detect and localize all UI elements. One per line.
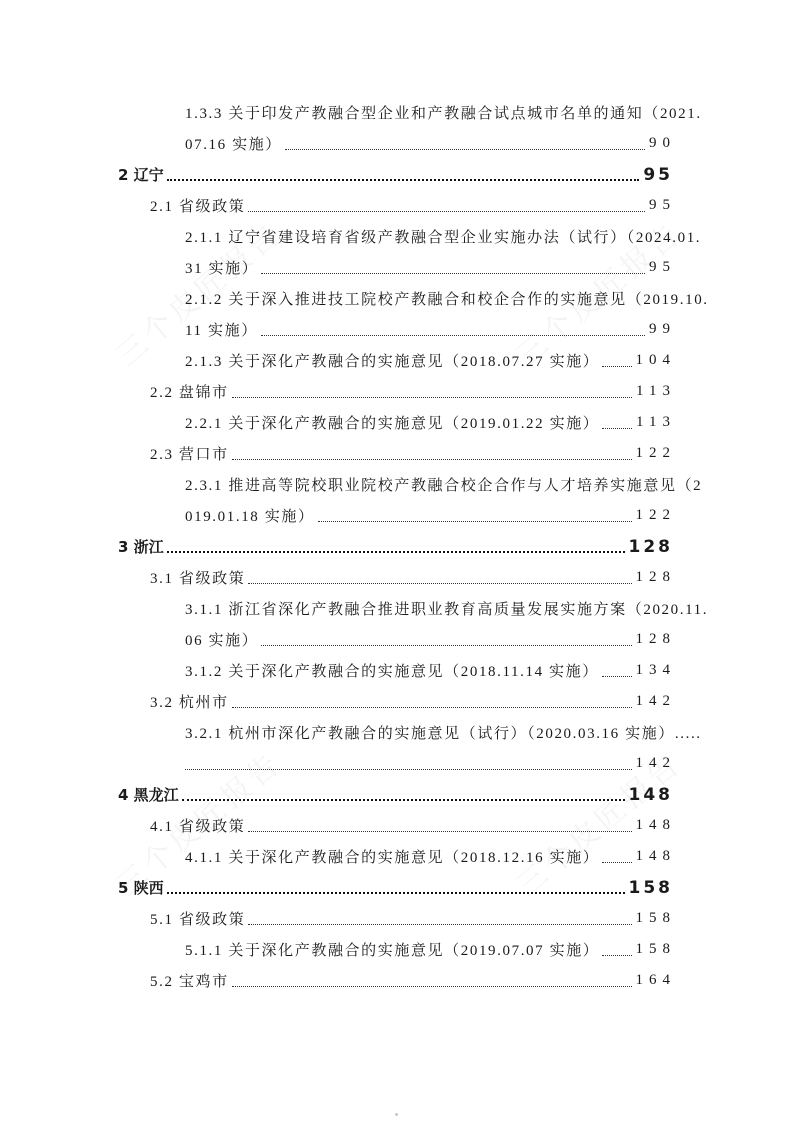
toc-page-number: 104 — [635, 352, 676, 368]
dot-leader — [232, 965, 632, 996]
toc-entry-title: 3.2.1 杭州市深化产教融合的实施意见（试行）（2020.03.16 实施）..... — [185, 726, 702, 742]
toc-entry-3-2-1[interactable] — [185, 717, 702, 748]
toc-section-title: 3.1 省级政策 — [150, 571, 246, 587]
toc-entry-title: 4.1.1 关于深化产教融合的实施意见（2018.12.16 实施） — [185, 850, 600, 866]
toc-page-number: 99 — [649, 321, 676, 337]
dot-leader — [318, 500, 632, 531]
toc-page-number: 142 — [635, 755, 676, 771]
dot-leader — [602, 407, 632, 438]
toc-page-number: 158 — [635, 910, 676, 926]
toc-entry-title: 5.1.1 关于深化产教融合的实施意见（2019.07.07 实施） — [185, 943, 600, 959]
toc-entry-title: 3.1.1 浙江省深化产教融合推进职业教育高质量发展实施方案（2020.11. — [185, 602, 709, 618]
toc-entry-title: 2.3.1 推进高等院校职业院校产教融合校企合作与人才培养实施意见（2 — [185, 478, 703, 494]
toc-entry-2-1-1[interactable] — [185, 221, 702, 252]
toc-page-number: 128 — [628, 536, 673, 557]
dot-leader — [185, 748, 632, 779]
toc-entry-title: 1.3.3 关于印发产教融合型企业和产教融合试点城市名单的通知（2021. — [185, 106, 702, 122]
toc-section-2-2[interactable] — [150, 376, 676, 407]
toc-page-number: 122 — [635, 507, 676, 523]
toc-entry-3-1-1-cont[interactable] — [185, 624, 676, 655]
toc-page-number: 158 — [635, 941, 676, 957]
toc-entry-title: 3.1.2 关于深化产教融合的实施意见（2018.11.14 实施） — [185, 664, 599, 680]
toc-entry-title: 2.1.3 关于深化产教融合的实施意见（2018.07.27 实施） — [185, 354, 600, 370]
toc-chapter-title: 4 黑龙江 — [118, 786, 179, 804]
toc-page-number: 148 — [635, 817, 676, 833]
toc-entry-3-1-1[interactable] — [185, 593, 709, 624]
toc-chapter-4[interactable] — [118, 779, 673, 810]
dot-leader — [248, 810, 631, 841]
dot-leader — [261, 252, 645, 283]
toc-chapter-3[interactable] — [118, 531, 673, 562]
toc-section-title: 5.1 省级政策 — [150, 912, 246, 928]
toc-page-number: 90 — [649, 135, 676, 151]
toc-section-title: 3.2 杭州市 — [150, 695, 229, 711]
toc-section-title: 2.2 盘锦市 — [150, 385, 229, 401]
dot-leader — [285, 128, 645, 159]
dot-leader — [167, 159, 640, 190]
toc-chapter-title: 2 辽宁 — [118, 166, 164, 184]
toc-page-number: 142 — [635, 693, 676, 709]
toc-entry-2-3-1-cont[interactable] — [185, 500, 676, 531]
toc-chapter-2[interactable] — [118, 159, 673, 190]
toc-entry-title-cont: 31 实施） — [185, 261, 259, 277]
dot-leader — [248, 903, 631, 934]
dot-leader — [602, 655, 632, 686]
dot-leader — [602, 934, 631, 965]
toc-entry-2-3-1[interactable] — [185, 469, 703, 500]
toc-chapter-5[interactable] — [118, 872, 673, 903]
toc-section-3-1[interactable] — [150, 562, 676, 593]
toc-section-title: 4.1 省级政策 — [150, 819, 246, 835]
toc-section-title: 2.1 省级政策 — [150, 199, 246, 215]
toc-page-number: 128 — [635, 631, 676, 647]
toc-page-number: 158 — [628, 877, 673, 898]
toc-page-number: 95 — [649, 259, 676, 275]
toc-entry-4-1-1[interactable] — [185, 841, 676, 872]
toc-entry-title: 2.2.1 关于深化产教融合的实施意见（2019.01.22 实施） — [185, 416, 600, 432]
toc-entry-2-1-2-cont[interactable] — [185, 314, 676, 345]
toc-page-number: 113 — [636, 383, 676, 399]
toc-section-4-1[interactable] — [150, 810, 676, 841]
toc-page-number: 128 — [635, 569, 676, 585]
dot-leader — [248, 190, 645, 221]
dot-leader — [602, 841, 631, 872]
page-marker-dot — [395, 1113, 398, 1116]
toc-section-5-1[interactable] — [150, 903, 676, 934]
toc-page-number: 148 — [628, 784, 673, 805]
dot-leader — [602, 345, 631, 376]
toc-page-number: 134 — [635, 662, 676, 678]
toc-section-5-2[interactable] — [150, 965, 676, 996]
toc-entry-2-1-2[interactable] — [185, 283, 709, 314]
dot-leader — [167, 531, 625, 562]
toc-entry-title: 2.1.2 关于深入推进技工院校产教融合和校企合作的实施意见（2019.10. — [185, 292, 709, 308]
dot-leader — [182, 779, 625, 810]
toc-section-title: 2.3 营口市 — [150, 447, 229, 463]
toc-page-number: 95 — [649, 197, 676, 213]
toc-section-3-2[interactable] — [150, 686, 676, 717]
dot-leader — [232, 376, 632, 407]
toc-entry-1-3-3[interactable] — [185, 97, 702, 128]
dot-leader — [232, 686, 632, 717]
toc-section-2-1[interactable] — [150, 190, 676, 221]
dot-leader — [261, 624, 631, 655]
toc-entry-title-cont: 11 实施） — [185, 323, 258, 339]
dot-leader — [232, 438, 632, 469]
dot-leader — [248, 562, 631, 593]
toc-section-title: 5.2 宝鸡市 — [150, 974, 229, 990]
toc-page-number: 95 — [643, 164, 673, 185]
dot-leader — [261, 314, 645, 345]
toc-entry-title-cont: 06 实施） — [185, 633, 259, 649]
toc-page-number: 148 — [635, 848, 676, 864]
toc-entry-3-1-2[interactable] — [185, 655, 676, 686]
toc-entry-title-cont: 07.16 实施） — [185, 137, 282, 153]
toc-section-2-3[interactable] — [150, 438, 676, 469]
toc-page-number: 164 — [635, 972, 676, 988]
dot-leader — [167, 872, 625, 903]
toc-entry-2-1-3[interactable] — [185, 345, 676, 376]
toc-chapter-title: 5 陕西 — [118, 879, 164, 897]
toc-entry-5-1-1[interactable] — [185, 934, 676, 965]
toc-entry-3-2-1-cont[interactable] — [185, 748, 676, 779]
toc-entry-title-cont: 019.01.18 实施） — [185, 509, 315, 525]
toc-entry-1-3-3-cont[interactable] — [185, 128, 676, 159]
toc-page-number: 113 — [636, 414, 676, 430]
toc-page-number: 122 — [635, 445, 676, 461]
toc-entry-2-2-1[interactable] — [185, 407, 676, 438]
toc-chapter-title: 3 浙江 — [118, 538, 164, 556]
toc-entry-title: 2.1.1 辽宁省建设培育省级产教融合型企业实施办法（试行）（2024.01. — [185, 230, 702, 246]
toc-entry-2-1-1-cont[interactable] — [185, 252, 676, 283]
